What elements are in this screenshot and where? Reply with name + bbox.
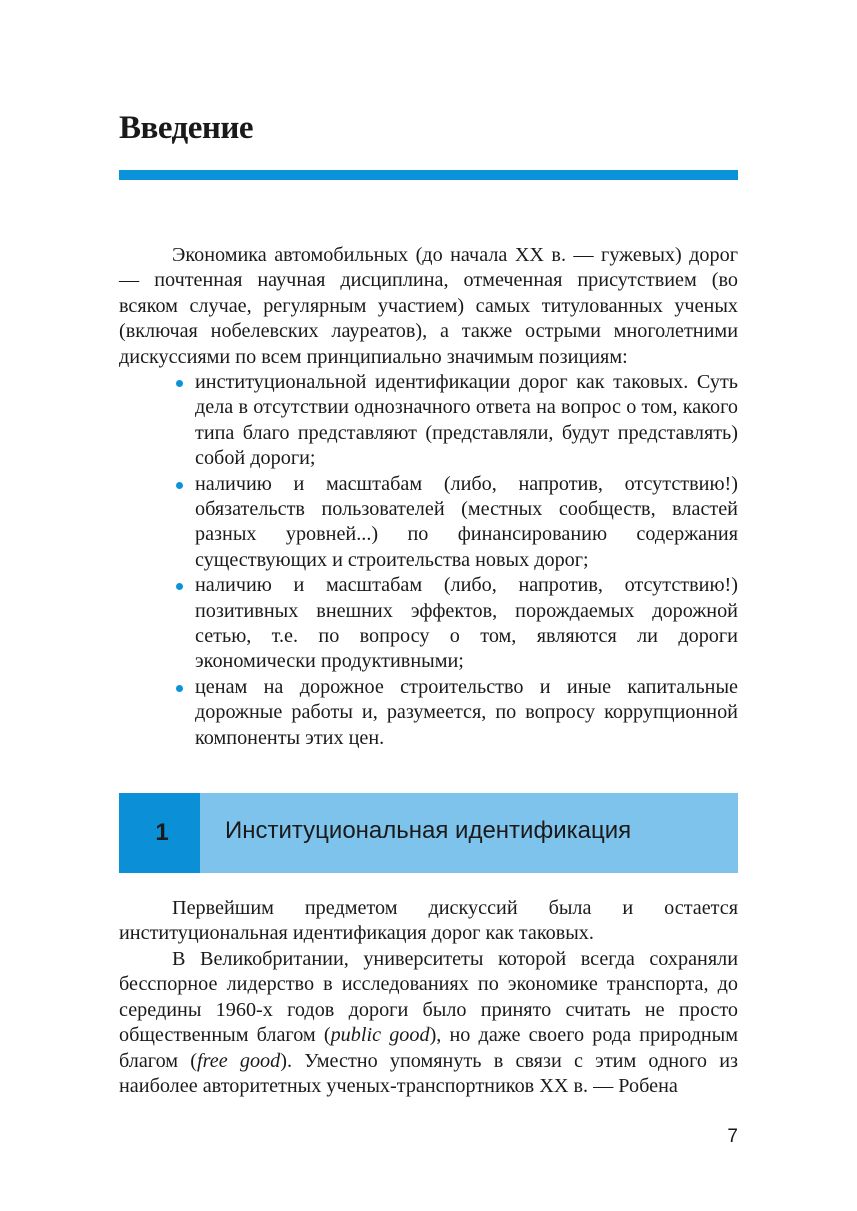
issues-bullet-list — [119, 370, 738, 751]
term-public-good: public good — [330, 1024, 430, 1047]
section-number: 1 — [155, 819, 169, 846]
bullet-dot-icon — [176, 482, 183, 489]
bullet-dot-icon — [176, 685, 183, 692]
list-item-text: ценам на дорожное строительство и иные капитальные дорожные работы и, разумеется, по вопросу коррупционной компоненты этих цен. — [195, 675, 738, 749]
list-item — [119, 370, 738, 472]
list-item-text: институциональной идентификации дорог как таковых. Суть дела в отсутствии однозначного ответа на вопрос о том, какого типа благо представляют (представляли, будут представлять) собой дороги; — [195, 371, 738, 470]
section-paragraph-1: Первейшим предметом дискуссий была и остается институциональная идентификация дорог как таковых. — [119, 897, 738, 945]
list-item — [119, 472, 738, 574]
list-item — [119, 675, 738, 751]
list-item-text: наличию и масштабам (либо, напротив, отсутствию!) позитивных внешних эффектов, порождаемых дорожной сетью, т.е. по вопросу о том, являются ли дороги экономически продуктивными; — [195, 574, 738, 673]
intro-paragraph: Экономика автомобильных (до начала XX в. — гужевых) дорог — почтенная научная дисциплина, отмеченная присутствием (во всяком случае, регулярным участием) самых титулованных ученых (включая нобелевских лауреатов), а также острыми многолетними дискуссиями по всем принципиально значимым позициям: — [119, 244, 738, 368]
paragraph-text: В Великобритании, университеты которой всегда сохраняли бесспорное лидерство в исследованиях по экономике транспорта, до середины 1960-х годов дороги было принято считать не просто общественным благом ( — [119, 948, 738, 1047]
paragraph-text: ). Уместно упомянуть в связи с этим одного из наиболее авторитетных ученых-транспортников XX в. — Робена — [119, 1049, 738, 1098]
title-underline-rule — [119, 170, 738, 180]
section-paragraph-2 — [119, 947, 738, 1099]
section-heading-band — [119, 793, 738, 873]
list-item — [119, 573, 738, 675]
section-title: Институциональная идентификация — [225, 817, 632, 844]
paragraph-text: ), но даже своего рода природным благом ( — [119, 1024, 738, 1072]
bullet-dot-icon — [176, 583, 183, 590]
list-item-text: наличию и масштабам (либо, напротив, отсутствию!) обязательств пользователей (местных сообществ, властей разных уровней...) по финансированию содержания существующих и строительства новых дорог; — [195, 472, 738, 571]
page-number: 7 — [727, 1126, 738, 1147]
chapter-title: Введение — [119, 110, 254, 146]
term-free-good: free good — [197, 1049, 281, 1072]
bullet-dot-icon — [176, 380, 183, 387]
